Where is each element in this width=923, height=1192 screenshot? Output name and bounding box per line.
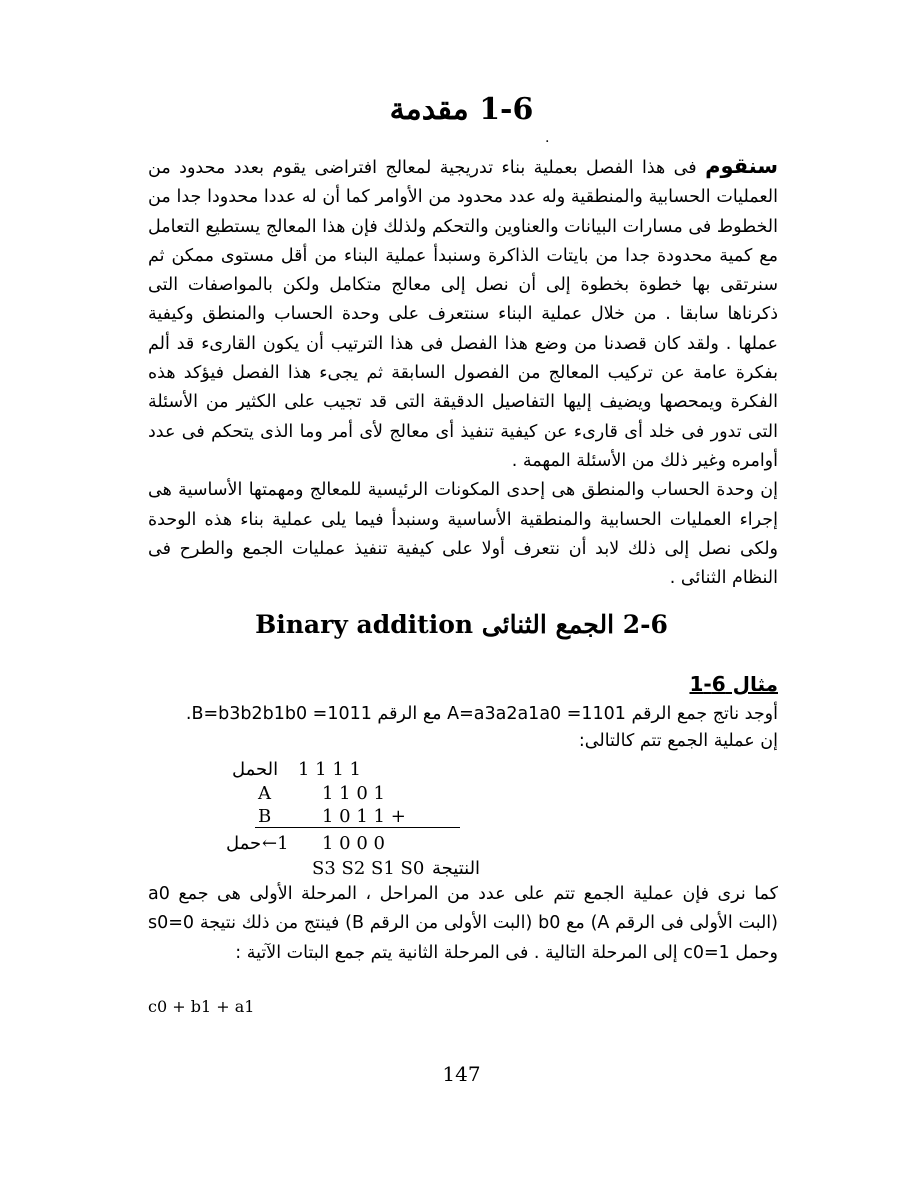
section-heading: 2-6 الجمع الثنائى Binary addition [255,610,668,639]
a-label: A [258,783,271,804]
intro-body: فى هذا الفصل بعملية بناء تدريجية لمعالج افتراضى يقوم بعدد محدود من العمليات الحسابية والمنطقية وله عدد محدود من الأوامر كما أن له عددا محدودا جدا من الخطوط فى مسارات البيانات والعناوين والتحكم ولذلك فإن هذا المعالج يستطيع التعامل مع كمية محدودة جدا من بايتات الذاكرة وسنبدأ عملية البناء من أقل مستوى ممكن ثم سنرتقى بها خطوة بخطوة إلى أن نصل إلى معالج متكامل ولكن بالمواصفات التى ذكرناها سابقا . من خلال عملية البناء سنتعرف على وحدة الحساب والمنطق وكيفية عملها . ولقد كان قصدنا من وضع هذا الفصل فى هذا الترتيب أن يكون القارىء قد ألم بفكرة عامة عن تركيب المعالج من الفصول السابقة ثم يجىء هذا الفصل فيؤكد هذه الفكرة ويمحصها ويضيف إليها التفاصيل الدقيقة التى قد تجيب على الكثير من الأسئلة التى تدور فى خلد أى قارىء عن كيفية تنفيذ أى معالج لأى أمر وما الذى يتحكم فى عدد أوامره وغير ذلك من الأسئلة المهمة . [148,158,778,471]
example-title: مثال 6-1 [689,672,778,696]
intro-lead-word: سنقوم [705,154,778,178]
dot-mark: . [545,130,550,146]
carry-out-label: حمل [226,833,262,854]
sum-rule [255,827,460,828]
intro-text [148,152,778,593]
carry-label: الحمل [232,759,279,780]
carry-digits: 1 1 1 1 [298,759,361,780]
b-digits: 1 0 1 1 + [322,806,406,827]
result-label: النتيجة [432,858,481,879]
sum-labels: S3 S2 S1 S0 [312,858,425,879]
a-digits: 1 1 0 1 [322,783,385,804]
example-question: أوجد ناتج جمع الرقم A=a3a2a1a0 =1101 مع الرقم B=b3b2b1b0 =1011. [185,704,778,724]
intro-paragraph [148,152,778,476]
explanation-text: كما نرى فإن عملية الجمع تتم على عدد من المراحل ، المرحلة الأولى هى جمع a0 (البت الأولى فى الرقم A) مع b0 (البت الأولى من الرقم B) فينتج من ذلك نتيجة s0=0 وحمل c0=1 إلى المرحلة التالية . فى المرحلة الثانية يتم جمع البتات الآتية : [148,884,778,963]
example-intro: إن عملية الجمع تتم كالتالى: [578,731,778,751]
page-number: 147 [442,1062,481,1086]
b-label: B [258,806,272,827]
carry-out-arrow: ←1 [262,833,289,854]
formula: c0 + b1 + a1 [148,997,255,1016]
page-title: 1-6 مقدمة [389,92,534,127]
result-digits: 1 0 0 0 [322,833,385,854]
intro-paragraph-2: إن وحدة الحساب والمنطق هى إحدى المكونات الرئيسية للمعالج ومهمتها الأساسية هى إجراء العمليات الحسابية والمنطقية الأساسية وسنبدأ فيما يلى عملية بناء هذه الوحدة ولكى نصل إلى ذلك لابد أن نتعرف أولا على كيفية تنفيذ عمليات الجمع والطرح فى النظام الثنائى . [148,480,778,589]
